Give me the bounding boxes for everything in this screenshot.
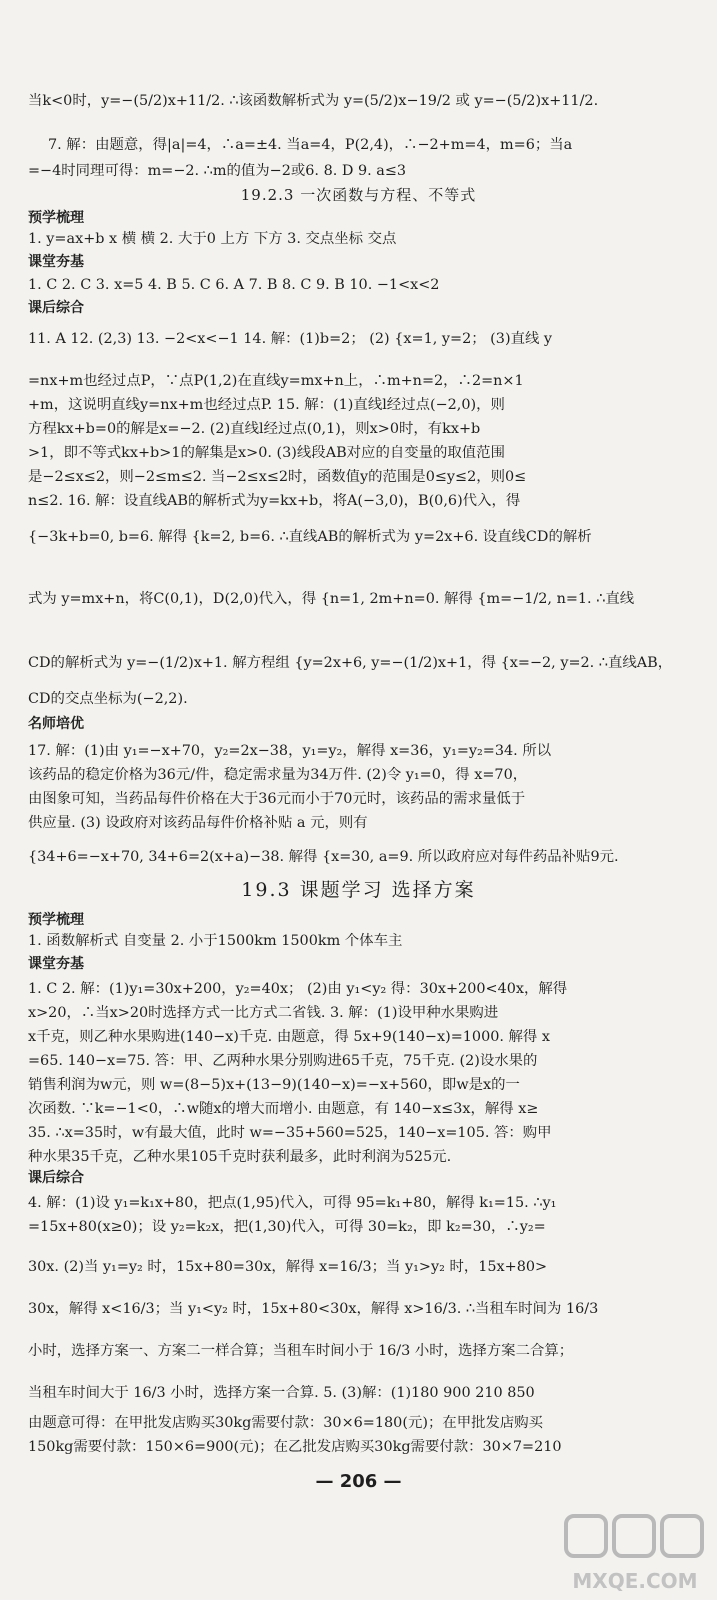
text-line: 种水果35千克，乙种水果105千克时获利最多，此时利润为525元. [28,1149,452,1165]
heading-yuxue: 预学梳理 [28,912,84,928]
text-line: {−3k+b=0, b=6. 解得 {k=2, b=6. ∴直线AB的解析式为 y=2x+6. 设直线CD的解析 [28,529,592,545]
section-title: 19.3 课题学习 选择方案 [241,879,476,901]
text-line: 式为 y=mx+n，将C(0,1)，D(2,0)代入，得 {n=1, 2m+n=0. 解得 {m=−1/2, n=1. ∴直线 [28,591,635,607]
text-line: =nx+m也经过点P，∵点P(1,2)在直线y=mx+n上，∴m+n=2，∴2=n×1 [28,373,524,389]
text-line: 35. ∴x=35时，w有最大值，此时 w=−35+560=525，140−x=105. 答：购甲 [28,1125,552,1141]
text-line: 17. 解：(1)由 y₁=−x+70，y₂=2x−38，y₁=y₂，解得 x=36，y₁=y₂=34. 所以 [28,743,552,759]
text-line: 方程kx+b=0的解是x=−2. (2)直线l经过点(0,1)，则x>0时，有kx+b [28,421,481,437]
text-line: CD的解析式为 y=−(1/2)x+1. 解方程组 {y=2x+6, y=−(1/2)x+1，得 {x=−2, y=2. ∴直线AB， [28,655,673,671]
text-line: +m，这说明直线y=nx+m也经过点P. 15. 解：(1)直线l经过点(−2,0)，则 [28,397,505,413]
heading-kehou: 课后综合 [28,1170,84,1186]
text-line: 1. 函数解析式 自变量 2. 小于1500km 1500km 个体车主 [28,933,403,949]
text-line: =−4时同理可得：m=−2. ∴m的值为−2或6. 8. D 9. a≤3 [28,163,407,179]
text-line: >1，即不等式kx+b>1的解集是x>0. (3)线段AB对应的自变量的取值范围 [28,445,505,461]
heading-ketang: 课堂夯基 [28,956,84,972]
section-title: 19.2.3 一次函数与方程、不等式 [240,186,477,204]
text-line: 1. C 2. C 3. x=5 4. B 5. C 6. A 7. B 8. C 9. B 10. −1<x<2 [28,277,440,293]
text-line: 4. 解：(1)设 y₁=k₁x+80，把点(1,95)代入，可得 95=k₁+80，解得 k₁=15. ∴y₁ [28,1195,557,1211]
text-line: x千克，则乙种水果购进(140−x)千克. 由题意，得 5x+9(140−x)=1000. 解得 x [28,1029,551,1045]
text-line: 该药品的稳定价格为36元/件，稳定需求量为34万件. (2)令 y₁=0，得 x=70， [28,767,528,783]
text-line: 次函数. ∵k=−1<0，∴w随x的增大而增小. 由题意，有 140−x≤3x，解得 x≥ [28,1101,539,1117]
text-line: 当k<0时，y=−(5/2)x+11/2. ∴该函数解析式为 y=(5/2)x−19/2 或 y=−(5/2)x+11/2. [28,93,599,109]
text-line: 1. C 2. 解：(1)y₁=30x+200，y₂=40x； (2)由 y₁<y₂ 得：30x+200<40x，解得 [28,981,568,997]
text-line: 150kg需要付款：150×6=900(元)；在乙批发店购买30kg需要付款：30×7=210 [28,1439,562,1455]
watermark-text: MXQE.COM [572,1569,698,1593]
heading-kehou: 课后综合 [28,300,84,316]
watermark-logo [560,1512,710,1598]
page-number: — 206 — [315,1471,402,1492]
heading-ketang: 课堂夯基 [28,254,84,270]
heading-mingshi: 名师培优 [28,716,84,732]
text-line: =15x+80(x≥0)；设 y₂=k₂x，把(1,30)代入，可得 30=k₂，即 k₂=30，∴y₂= [28,1219,546,1235]
text-line: 当租车时间大于 16/3 小时，选择方案一合算. 5. (3)解：(1)180 900 210 850 [28,1385,535,1401]
text-line: n≤2. 16. 解：设直线AB的解析式为y=kx+b，将A(−3,0)，B(0,6)代入，得 [28,493,521,509]
text-line: 由图象可知，当药品每件价格在大于36元而小于70元时，该药品的需求量低于 [28,791,526,807]
text-line: 由题意可得：在甲批发店购买30kg需要付款：30×6=180(元)；在甲批发店购买 [28,1415,544,1431]
text-line: x>20，∴当x>20时选择方式一比方式二省钱. 3. 解：(1)设甲种水果购进 [28,1005,499,1021]
text-line: 7. 解：由题意，得|a|=4，∴a=±4. 当a=4，P(2,4)，∴−2+m=4，m=6；当a [48,137,573,153]
text-line: 1. y=ax+b x 横 横 2. 大于0 上方 下方 3. 交点坐标 交点 [28,231,397,247]
text-line: 30x. (2)当 y₁=y₂ 时，15x+80=30x，解得 x=16/3；当 y₁>y₂ 时，15x+80> [28,1259,548,1275]
text-line: 供应量. (3) 设政府对该药品每件价格补贴 a 元，则有 [28,815,368,831]
text-line: 销售利润为w元，则 w=(8−5)x+(13−9)(140−x)=−x+560，即w是x的一 [28,1077,520,1093]
text-line: CD的交点坐标为(−2,2). [28,691,188,707]
text-line: 30x，解得 x<16/3；当 y₁<y₂ 时，15x+80<30x，解得 x>16/3. ∴当租车时间为 16/3 [28,1301,599,1317]
text-line: 11. A 12. (2,3) 13. −2<x<−1 14. 解：(1)b=2； (2) {x=1, y=2； (3)直线 y [28,331,553,347]
heading-yuxue: 预学梳理 [28,210,84,226]
text-line: {34+6=−x+70, 34+6=2(x+a)−38. 解得 {x=30, a=9. 所以政府应对每件药品补贴9元. [28,849,619,865]
text-line: 是−2≤x≤2，则−2≤m≤2. 当−2≤x≤2时，函数值y的范围是0≤y≤2，则0≤ [28,469,527,485]
text-line: =65. 140−x=75. 答：甲、乙两种水果分别购进65千克，75千克. (2)设水果的 [28,1053,538,1069]
text-line: 小时，选择方案一、方案二一样合算；当租车时间小于 16/3 小时，选择方案二合算； [28,1343,574,1359]
